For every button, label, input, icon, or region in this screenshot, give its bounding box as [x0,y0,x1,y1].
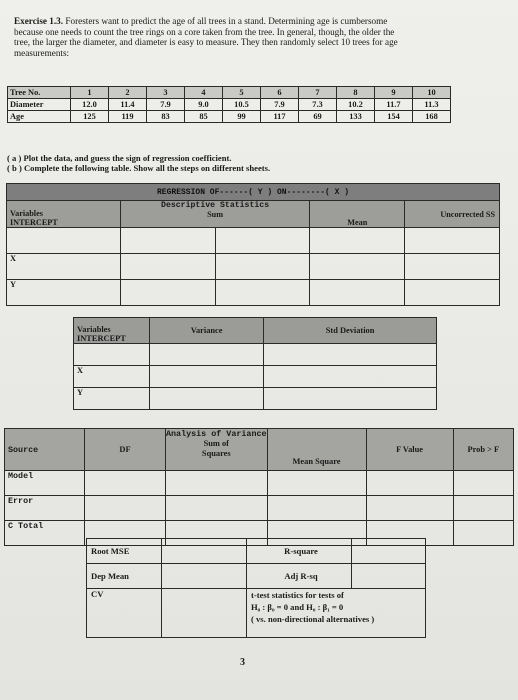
diameter-cell: 11.4 [109,99,147,111]
answer-cell[interactable] [120,228,215,254]
answer-cell[interactable] [215,228,310,254]
answer-cell[interactable] [352,539,426,564]
ttest-line-1: t-test statistics for tests of [251,590,344,600]
variance-variables-label: Variables [77,325,111,334]
answer-cell[interactable] [85,471,166,496]
variance-y-row [74,388,437,410]
ms-label: Mean Square [292,457,341,466]
answer-cell[interactable] [366,496,453,521]
ss-label: Sum of Squares [201,439,231,458]
page-number: 3 [240,657,245,668]
intro-line-3: tree, the larger the diameter, and diameter is easy to measure. They then randomly select 10 trees for age [14,37,398,48]
variance-variables-header [74,318,150,344]
regression-intercept-row [7,228,500,254]
age-cell: 99 [223,111,261,123]
anova-header-row [5,429,514,471]
std-deviation-label: Std Deviation [325,326,375,335]
ttest-note [247,589,426,638]
variance-intercept-label: INTERCEPT [77,334,126,343]
adj-rsq-label: Adj R-sq [247,564,352,589]
answer-cell[interactable] [264,344,437,366]
diameter-cell: 9.0 [185,99,223,111]
intro-line-1: Foresters want to predict the age of all trees in a stand. Determining age is cumbersome [65,16,388,26]
answer-cell[interactable] [166,496,268,521]
diameter-row [8,99,451,111]
age-cell: 119 [109,111,147,123]
answer-cell[interactable] [310,228,405,254]
answer-cell[interactable] [120,280,215,306]
regression-sum-header [120,201,310,228]
regression-title: REGRESSION OF------( Y ) ON--------( X ) [7,184,500,201]
intro-line-2: because one needs to count the tree rings on a core taken from the tree. In general, though, the older the [14,26,395,37]
source-header: Source [5,429,85,471]
root-mse-label: Root MSE [87,539,162,564]
row-label-total: C Total [5,521,85,546]
answer-cell[interactable] [267,496,366,521]
regression-table [6,183,500,306]
variance-intercept-row [74,344,437,366]
answer-cell[interactable] [453,496,513,521]
stats-row-3 [87,589,426,638]
diameter-cell: 11.3 [413,99,451,111]
answer-cell[interactable] [405,228,500,254]
row-label-model: Model [5,471,85,496]
p-header: Prob > F [453,429,513,471]
diameter-cell: 12.0 [71,99,109,111]
age-cell: 117 [261,111,299,123]
answer-cell[interactable] [150,366,264,388]
answer-cell[interactable] [162,589,247,638]
std-deviation-header [264,318,437,344]
variance-header [150,318,264,344]
age-cell: 83 [147,111,185,123]
diameter-cell: 11.7 [375,99,413,111]
anova-title: Analysis of Variance [166,429,267,439]
tree-no-cell: 1 [71,87,109,99]
age-cell: 168 [413,111,451,123]
diameter-cell: 10.2 [337,99,375,111]
row-label-y: Y [74,388,150,410]
mean-label: Mean [347,218,368,227]
answer-cell[interactable] [366,471,453,496]
dep-mean-label: Dep Mean [87,564,162,589]
descriptive-statistics-label: Descriptive Statistics [161,201,270,210]
ttest-line-3: ( vs. non-directional alternatives ) [251,614,375,624]
regression-intercept-label: INTERCEPT [10,218,58,227]
instruction-a: ( a ) Plot the data, and guess the sign of regression coefficient. [7,153,232,163]
variance-label: Variance [190,326,223,335]
instruction-b: ( b ) Complete the following table. Show all the steps on different sheets. [7,163,271,173]
tree-no-cell: 5 [223,87,261,99]
exercise-intro [14,16,506,58]
regression-variables-header [7,201,121,228]
f-header: F Value [366,429,453,471]
anova-table [4,428,514,546]
answer-cell[interactable] [85,496,166,521]
diameter-cell: 7.3 [299,99,337,111]
regression-uss-header [405,201,500,228]
ms-header [267,429,366,471]
uncorrected-ss-label: Uncorrected SS [440,209,495,219]
row-label-x: X [7,254,121,280]
regression-mean-header [310,201,405,228]
diameter-label: Diameter [8,99,71,111]
stats-row-1 [87,539,426,564]
tree-no-cell: 4 [185,87,223,99]
row-label-error: Error [5,496,85,521]
answer-cell[interactable] [166,471,268,496]
answer-cell[interactable] [310,280,405,306]
tree-data-table [7,86,451,123]
tree-no-cell: 10 [413,87,451,99]
answer-cell[interactable] [215,280,310,306]
regression-x-row [7,254,500,280]
variance-header-row [74,318,437,344]
answer-cell[interactable] [150,388,264,410]
tree-no-cell: 9 [375,87,413,99]
instructions [7,153,270,173]
answer-cell[interactable] [310,254,405,280]
tree-no-cell: 2 [109,87,147,99]
answer-cell[interactable] [267,471,366,496]
age-cell: 125 [71,111,109,123]
tree-no-cell: 8 [337,87,375,99]
answer-cell[interactable] [150,344,264,366]
answer-cell[interactable] [453,521,513,546]
fit-statistics-table [86,538,426,638]
answer-cell[interactable] [405,280,500,306]
variance-table [73,317,437,410]
row-label-x: X [74,366,150,388]
cv-label: CV [87,589,162,638]
row-label-y: Y [7,280,121,306]
tree-no-cell: 7 [299,87,337,99]
ss-header [166,429,268,471]
row-label [7,228,121,254]
tree-no-row [8,87,451,99]
row-label [74,344,150,366]
regression-title-row [7,184,500,201]
age-row [8,111,451,123]
stats-row-2 [87,564,426,589]
answer-cell[interactable] [120,254,215,280]
regression-y-row [7,280,500,306]
r-square-label: R-square [247,539,352,564]
answer-cell[interactable] [405,254,500,280]
age-cell: 85 [185,111,223,123]
answer-cell[interactable] [264,366,437,388]
answer-cell[interactable] [352,564,426,589]
regression-variables-label: Variables [10,209,43,218]
exercise-label: Exercise 1.3. [14,16,64,26]
intro-line-4: measurements: [14,47,70,58]
age-cell: 154 [375,111,413,123]
diameter-cell: 7.9 [147,99,185,111]
age-cell: 69 [299,111,337,123]
anova-model-row [5,471,514,496]
variance-x-row [74,366,437,388]
ttest-line-2: H₀ : β₀ = 0 and H₀ : β₁ = 0 [251,602,344,612]
df-header: DF [85,429,166,471]
answer-cell[interactable] [162,539,247,564]
answer-cell[interactable] [162,564,247,589]
regression-header-row [7,201,500,228]
age-label: Age [8,111,71,123]
tree-no-cell: 3 [147,87,185,99]
tree-no-cell: 6 [261,87,299,99]
answer-cell[interactable] [264,388,437,410]
tree-no-label: Tree No. [8,87,71,99]
age-cell: 133 [337,111,375,123]
answer-cell[interactable] [215,254,310,280]
diameter-cell: 7.9 [261,99,299,111]
anova-error-row [5,496,514,521]
answer-cell[interactable] [453,471,513,496]
diameter-cell: 10.5 [223,99,261,111]
sum-label: Sum [207,210,224,219]
